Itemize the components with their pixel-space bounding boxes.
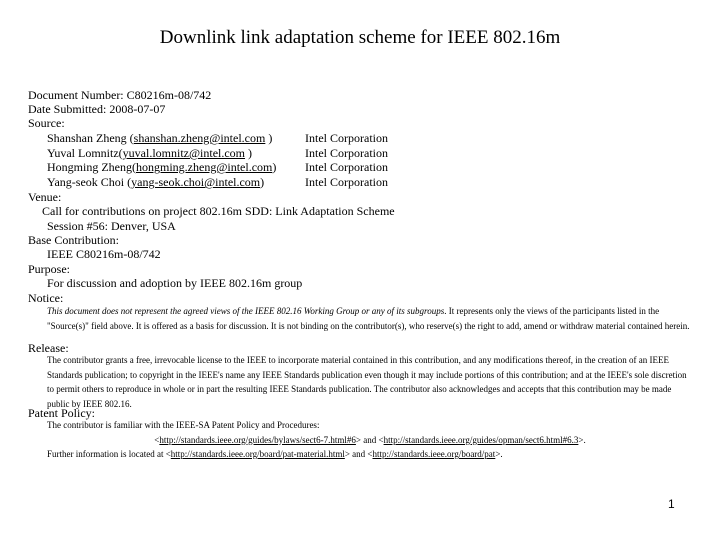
opman-link[interactable]: http://standards.ieee.org/guides/opman/sect6.html#6.3 — [383, 434, 579, 445]
source-author: Shanshan Zheng (shanshan.zheng@intel.com ) — [47, 131, 273, 145]
source-org: Intel Corporation — [305, 146, 388, 160]
venue-line: Call for contributions on project 802.16m SDD: Link Adaptation Scheme — [42, 204, 395, 218]
pat-material-link[interactable]: http://standards.ieee.org/board/pat-material.html — [170, 449, 345, 459]
source-org: Intel Corporation — [305, 131, 388, 145]
venue-label: Venue: — [28, 190, 62, 204]
patent-policy-text: The contributor is familiar with the IEEE-SA Patent Policy and Procedures: <http://standards.ieee.org/guides/bylaws/sect6-7.html#6> and <http://standards.ieee.org/guides/opman/sect6.html#6.3>. Further information is located at <http://standards.ieee.org/board/pat-material.html> and <http://standards.ieee.org/board/pat>. — [47, 420, 586, 459]
email-link[interactable]: shanshan.zheng@intel.com — [133, 131, 266, 145]
source-author: Yuval Lomnitz(yuval.lomnitz@intel.com ) — [47, 146, 253, 160]
document-number: Document Number: C80216m-08/742 — [28, 88, 212, 102]
base-contribution-label: Base Contribution: — [28, 233, 119, 247]
date-submitted: Date Submitted: 2008-07-07 — [28, 102, 166, 116]
venue-session: Session #56: Denver, USA — [47, 219, 176, 233]
email-link[interactable]: yuval.lomnitz@intel.com — [122, 146, 246, 160]
source-author: Hongming Zheng(hongming.zheng@intel.com) — [47, 160, 277, 174]
release-label: Release: — [28, 341, 69, 355]
page-number: 1 — [668, 497, 675, 511]
notice-text: This document does not represent the agreed views of the IEEE 802.16 Working Group or any of its subgroups. It represents only the views of the participants listed in the "Source(s)" field above. It is offered as a basis for discussion. It is not binding on the contributor(s), who reserve(s) the right to add, amend or withdraw material contained herein. — [47, 306, 690, 331]
source-org: Intel Corporation — [305, 160, 388, 174]
base-contribution-value: IEEE C80216m-08/742 — [47, 247, 161, 261]
notice-label: Notice: — [28, 291, 64, 305]
page-title: Downlink link adaptation scheme for IEEE 802.16m — [159, 27, 561, 48]
bylaws-link[interactable]: http://standards.ieee.org/guides/bylaws/sect6-7.html#6 — [159, 434, 356, 445]
source-org: Intel Corporation — [305, 175, 388, 189]
release-text: The contributor grants a free, irrevocable license to the IEEE to incorporate material contained in this contribution, and any modifications thereof, in the creation of an IEEE Standards publication; to copyright in the IEEE's name any IEEE Standards publication even though it may include portions of this contribution; and at the IEEE's sole discretion to permit others to reproduce in whole or in part the resulting IEEE Standards publication. The contributor also acknowledges and accepts that this contribution may be made public by IEEE 802.16. — [47, 355, 687, 409]
pat-link[interactable]: http://standards.ieee.org/board/pat — [372, 449, 496, 459]
purpose-value: For discussion and adoption by IEEE 802.16m group — [47, 276, 303, 290]
email-link[interactable]: hongming.zheng@intel.com — [136, 160, 273, 174]
purpose-label: Purpose: — [28, 262, 70, 276]
email-link[interactable]: yang-seok.choi@intel.com — [131, 175, 261, 189]
source-label: Source: — [28, 116, 65, 130]
source-author: Yang-seok Choi (yang-seok.choi@intel.com) — [47, 175, 265, 189]
patent-policy-label: Patent Policy: — [28, 406, 95, 420]
